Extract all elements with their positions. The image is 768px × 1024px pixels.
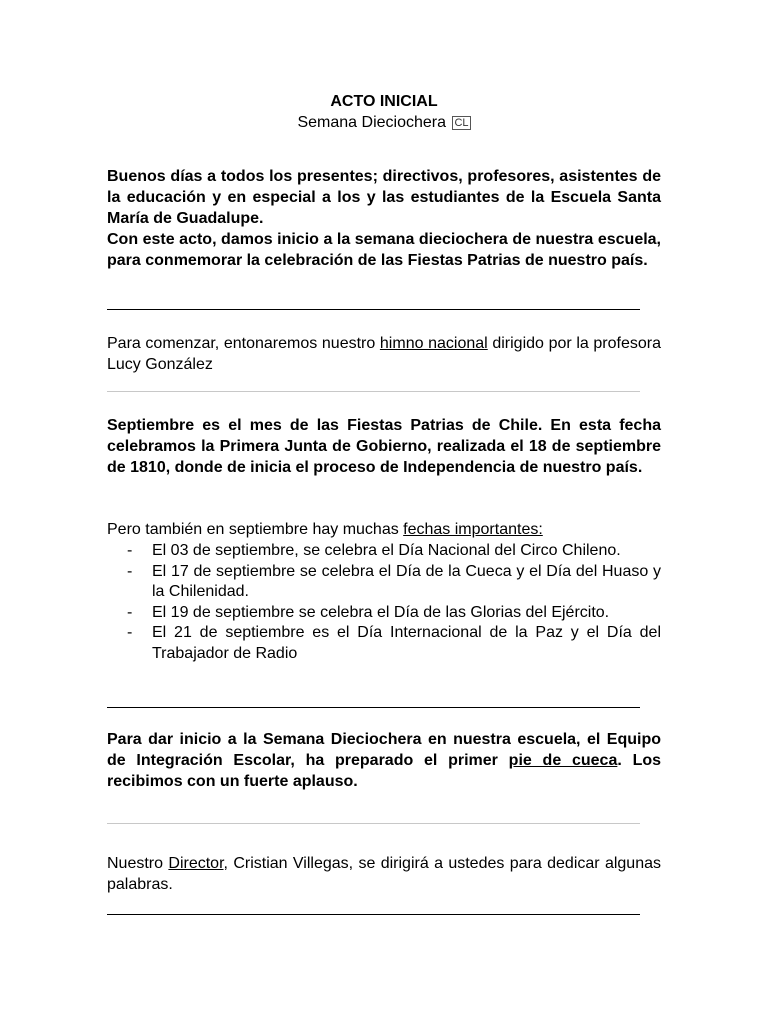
cueca-link: pie de cueca bbox=[508, 752, 618, 769]
director-text-after: , Cristian Villegas, se dirigirá a ustedes para dedicar algunas palabras. bbox=[107, 855, 662, 893]
september-paragraph: Septiembre es el mes de las Fiestas Patrias de Chile. En esta fecha celebramos la Primera Junta de Gobierno, realizada el 18 de septiembre de 1810, donde de inicia el proceso de Independencia de nuestro país. bbox=[107, 417, 661, 476]
divider bbox=[107, 823, 640, 824]
list-item bbox=[107, 603, 661, 624]
list-bullet: - bbox=[127, 603, 133, 621]
chile-flag-icon: CL bbox=[454, 117, 469, 129]
divider bbox=[107, 309, 640, 310]
divider bbox=[107, 707, 640, 708]
list-item-text: El 03 de septiembre, se celebra el Día Nacional del Circo Chileno. bbox=[152, 542, 621, 559]
list-item bbox=[107, 562, 661, 603]
cueca-text-after: . Los recibimos con un fuerte aplauso. bbox=[107, 752, 662, 790]
director-paragraph bbox=[107, 853, 661, 895]
document-subtitle bbox=[107, 113, 661, 133]
welcome-text-2: Con este acto, damos inicio a la semana dieciochera de nuestra escuela, para conmemorar la celebración de las Fiestas Patrias de nuestro país. bbox=[107, 231, 661, 269]
dates-intro-link: fechas importantes: bbox=[403, 521, 543, 538]
subtitle-text: Semana Dieciochera bbox=[297, 114, 446, 131]
list-item-text: El 21 de septiembre es el Día Internacional de la Paz y el Día del Trabajador de Radio bbox=[152, 624, 661, 662]
list-bullet: - bbox=[127, 542, 133, 559]
dates-intro-text: Pero también en septiembre hay muchas bbox=[107, 521, 404, 538]
anthem-text-after: dirigido por la profesora Lucy González bbox=[107, 335, 662, 373]
anthem-paragraph bbox=[107, 333, 661, 375]
welcome-paragraph bbox=[107, 166, 661, 271]
list-bullet: - bbox=[127, 562, 133, 580]
cueca-text-before: Para dar inicio a la Semana Dieciochera en nuestra escuela, el Equipo de Integración Escolar, ha preparado el primer bbox=[107, 731, 661, 769]
divider bbox=[107, 391, 640, 392]
welcome-text-1: Buenos días a todos los presentes; directivos, profesores, asistentes de la educación y en especial a los y las estudiantes de la Escuela Santa María de Guadalupe. bbox=[107, 168, 661, 227]
document-title: ACTO INICIAL bbox=[330, 93, 438, 110]
dates-list bbox=[107, 541, 661, 664]
list-item bbox=[107, 623, 661, 664]
anthem-text-before: Para comenzar, entonaremos nuestro bbox=[107, 335, 380, 352]
list-bullet: - bbox=[127, 624, 133, 641]
list-item-text: El 19 de septiembre se celebra el Día de las Glorias del Ejército. bbox=[152, 603, 610, 621]
list-item-text: El 17 de septiembre se celebra el Día de la Cueca y el Día del Huaso y la Chilenidad. bbox=[152, 562, 661, 600]
divider bbox=[107, 914, 640, 915]
cueca-paragraph bbox=[107, 729, 661, 792]
dates-intro bbox=[107, 519, 661, 540]
director-link: Director bbox=[168, 855, 224, 872]
anthem-link: himno nacional bbox=[379, 335, 488, 352]
list-item bbox=[107, 541, 661, 562]
director-text-before: Nuestro bbox=[107, 855, 169, 872]
